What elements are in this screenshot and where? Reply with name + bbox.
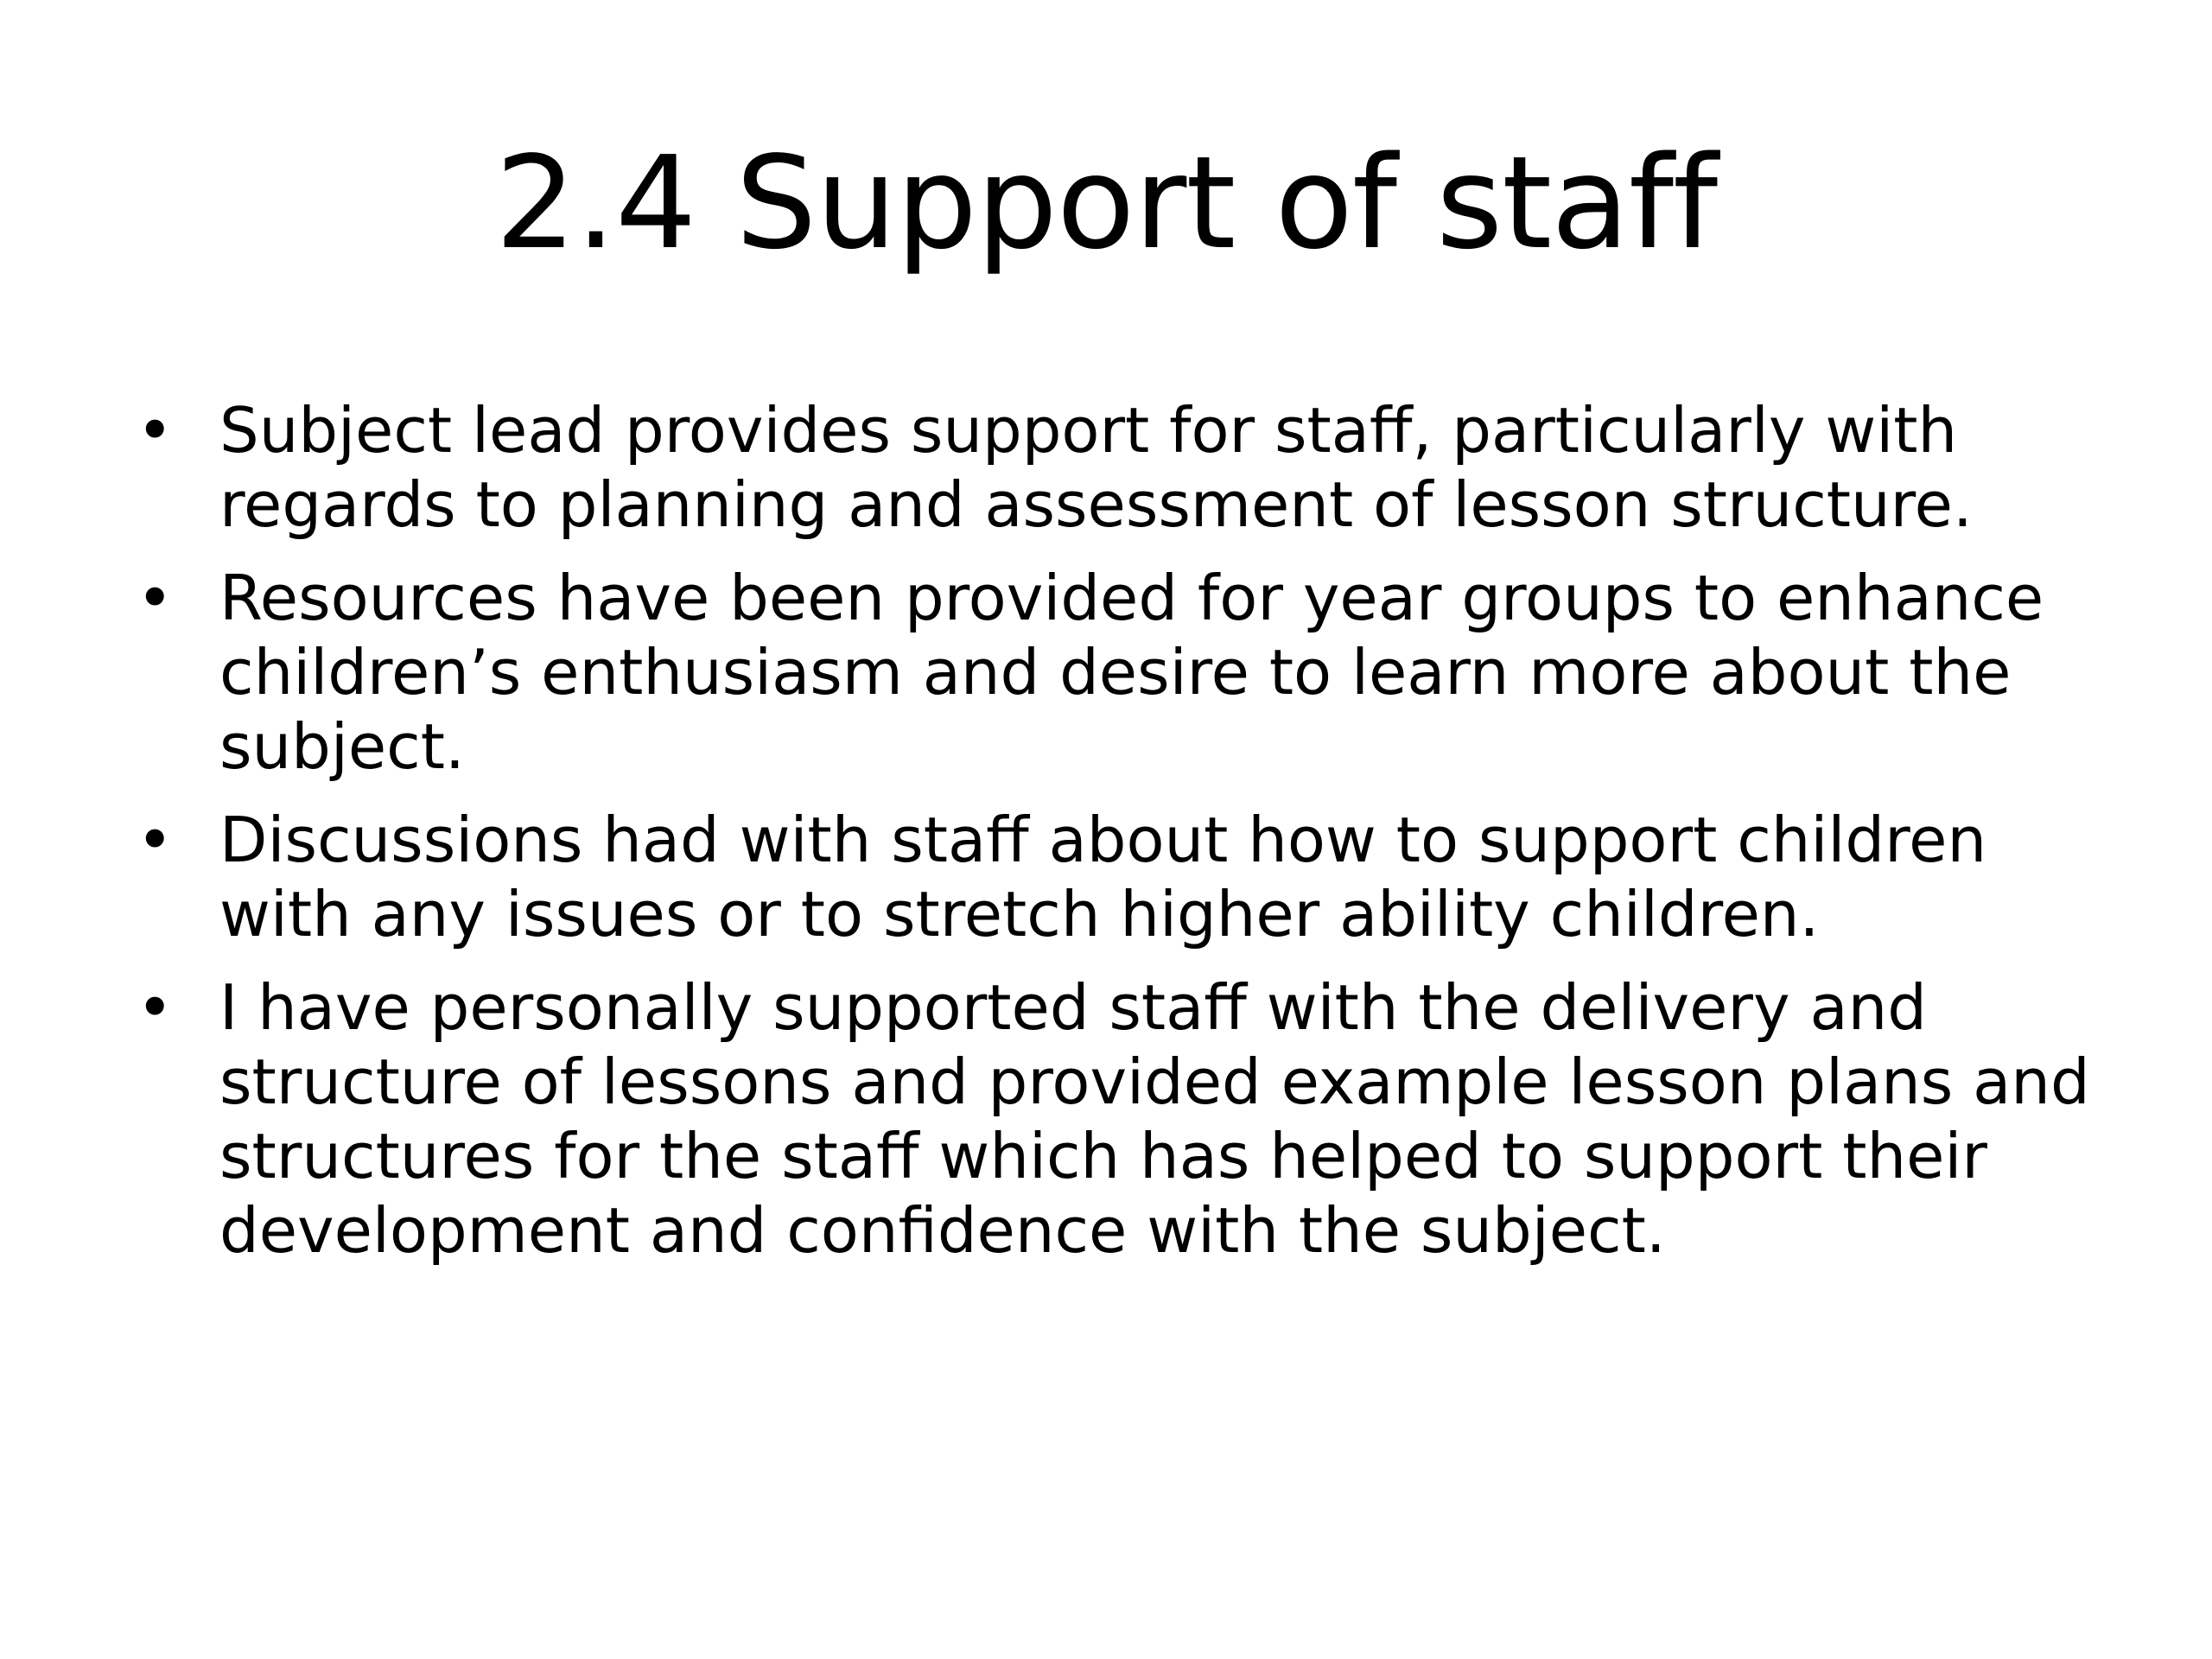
bullet-item-4 (130, 970, 2117, 1268)
bullet-item-3 (130, 803, 2117, 951)
bullet-dot-icon: • (137, 804, 174, 876)
bullet-dot-icon: • (137, 562, 174, 634)
bullet-text: Resources have been provided for year groups to enhance children’s enthusiasm and desire to learn more about the subject. (219, 562, 2044, 783)
bullet-dot-icon: • (137, 971, 174, 1044)
slide-title: 2.4 Support of staff (494, 129, 1718, 277)
bullet-list (130, 393, 2117, 1287)
bullet-text: Discussions had with staff about how to support children with any issues or to stretch higher ability children. (219, 804, 1987, 950)
bullet-text: Subject lead provides support for staff, particularly with regards to planning and assessment of lesson structure. (219, 394, 1973, 541)
bullet-dot-icon: • (137, 394, 174, 467)
bullet-item-2 (130, 561, 2117, 784)
bullet-item-1 (130, 393, 2117, 542)
bullet-text: I have personally supported staff with the delivery and structure of lessons and provided example lesson plans and structures for the staff which has helped to support their development and confidence with the subject. (219, 971, 2090, 1267)
